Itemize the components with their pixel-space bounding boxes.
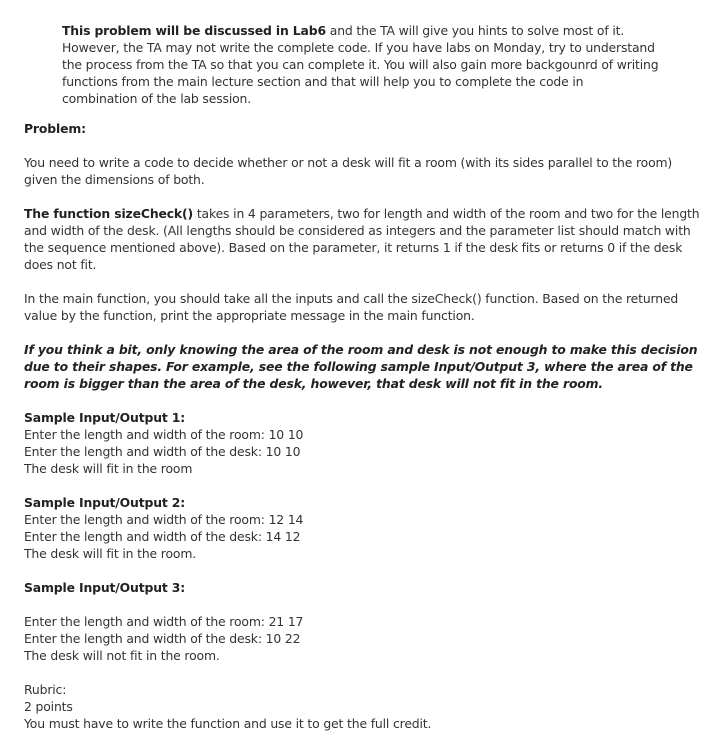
sample-line: The desk will fit in the room. [24,546,197,561]
problem-heading: Problem: [24,121,86,136]
sample-line: The desk will not fit in the room. [24,648,220,663]
problem-description: You need to write a code to decide whether or not a desk will fit a room (with its sides parallel to the room) given the dimensions of both. [24,155,673,187]
intro-text: and the TA will give you hints to solve most of it. However, the TA may not write the complete code. If you have labs on Monday, try to understand the process from the TA so that you can complete it. You will also gain more backgounrd of writing functions from the main lecture section and that will help you to complete the code in combination of the lab session. [62,23,659,106]
sample-block-3 [24,579,704,664]
area-hint-paragraph: If you think a bit, only knowing the area of the room and desk is not enough to make this decision due to their shapes. For example, see the following sample Input/Output 3, where the area of the room is bigger than the area of the desk, however, that desk will not fit in the room. [24,342,698,391]
rubric-points: 2 points [24,699,73,714]
rubric-note: You must have to write the function and use it to get the full credit. [24,716,432,731]
rubric-label: Rubric: [24,682,67,697]
sample-heading: Sample Input/Output 1: [24,410,186,425]
sample-line: Enter the length and width of the desk: 14 12 [24,529,301,544]
sample-line: The desk will fit in the room [24,461,193,476]
sample-line: Enter the length and width of the room: 10 10 [24,427,304,442]
function-description-text: takes in 4 parameters, two for length and width of the room and two for the length and width of the desk. (All lengths should be considered as integers and the parameter list should match with the sequence mentioned above). Based on the parameter, it returns 1 if the desk fits or returns 0 if the desk does not fit. [24,206,700,272]
rubric-block [24,681,704,732]
sample-line: Enter the length and width of the room: 21 17 [24,614,304,629]
sample-line: Enter the length and width of the room: 12 14 [24,512,304,527]
sample-block-2 [24,494,704,562]
sample-block-1 [24,409,704,477]
sample-line: Enter the length and width of the desk: 10 10 [24,444,301,459]
function-name-bold: The function sizeCheck() [24,206,194,221]
function-description [24,205,704,273]
sample-heading: Sample Input/Output 3: [24,580,186,595]
sample-heading: Sample Input/Output 2: [24,495,186,510]
sample-line: Enter the length and width of the desk: 10 22 [24,631,301,646]
main-function-description: In the main function, you should take all the inputs and call the sizeCheck() function. Based on the returned value by the function, print the appropriate message in the main function. [24,291,679,323]
intro-paragraph [62,22,662,107]
intro-bold-lead: This problem will be discussed in Lab6 [62,23,326,38]
